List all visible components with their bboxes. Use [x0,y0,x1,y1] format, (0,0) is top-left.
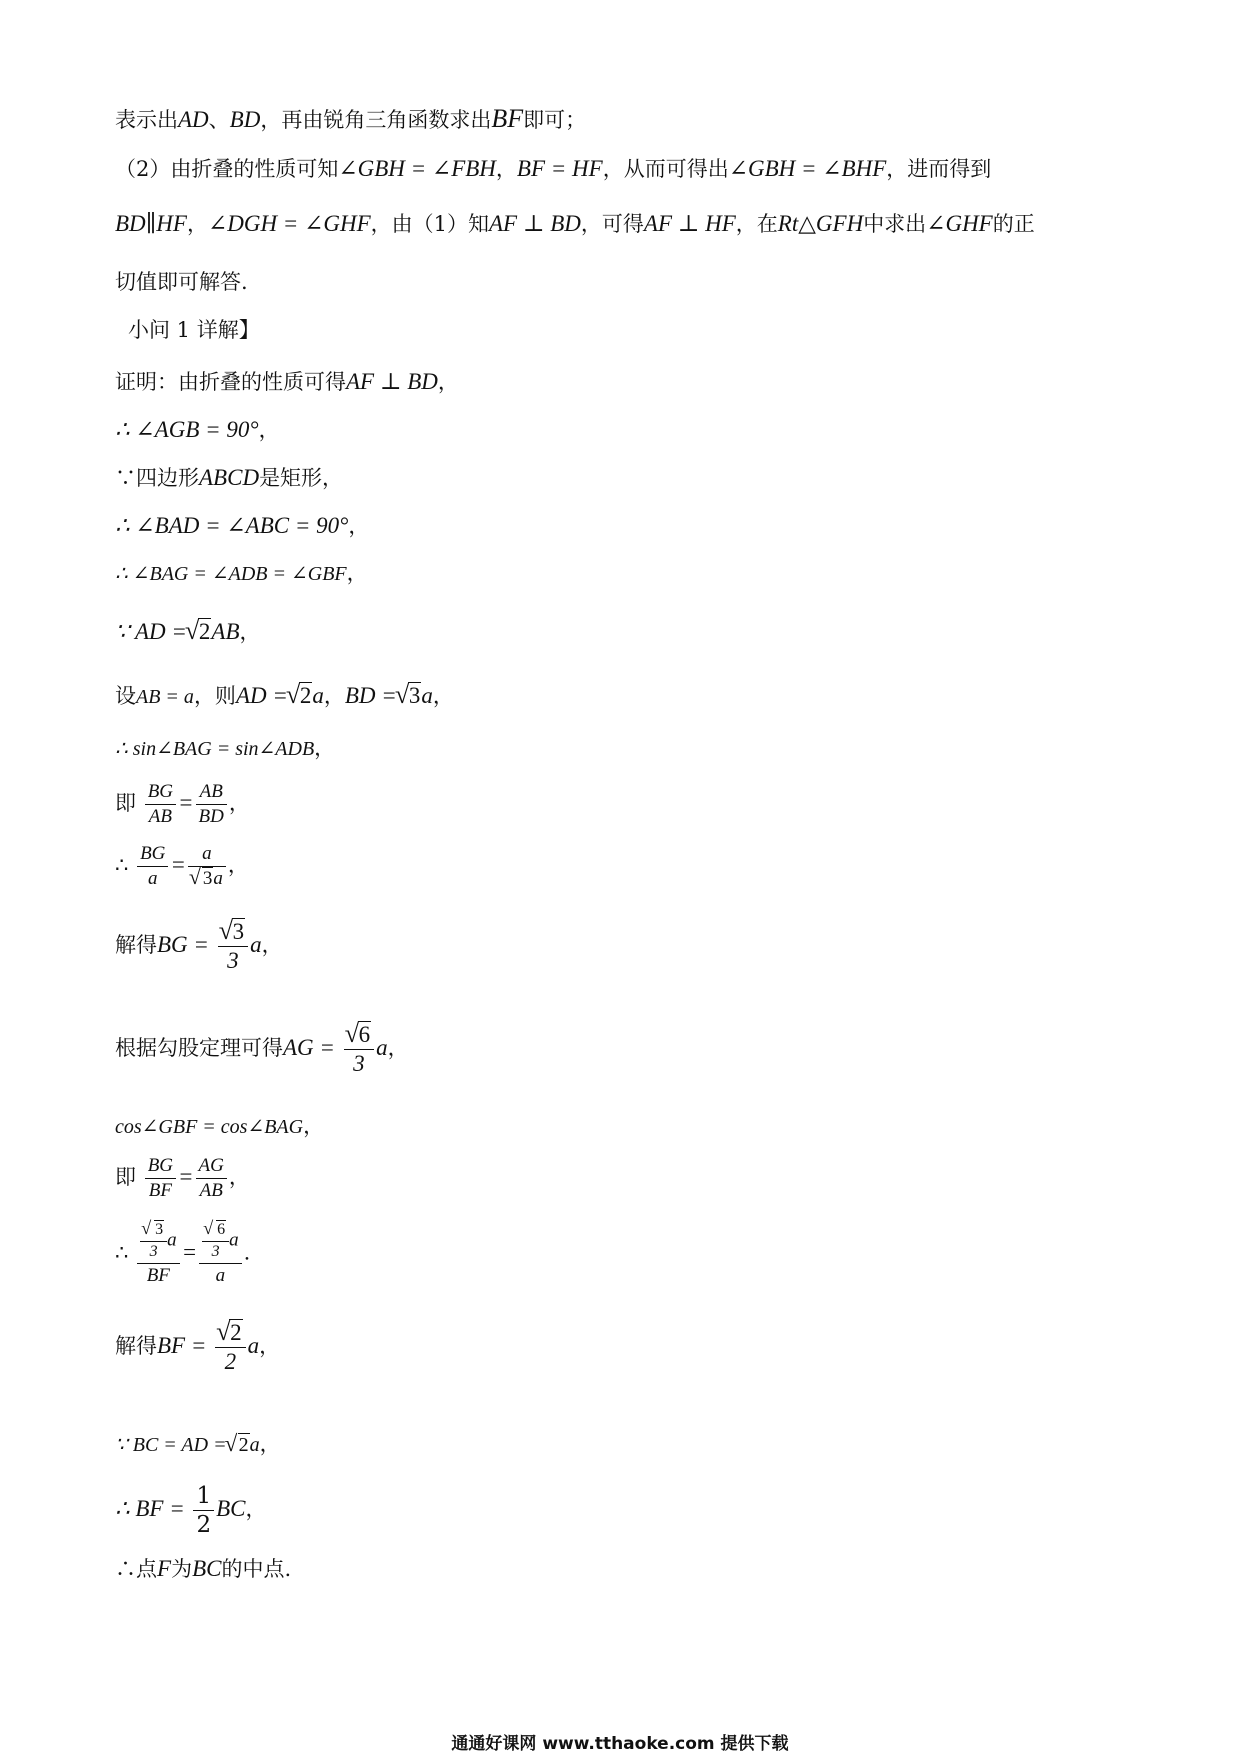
section-heading: 小问 1 详解】 [128,318,260,342]
proof-line-7: 设AB = a，则AD =√ 2a，BD =√ 3a， [115,684,454,707]
fraction: $\frac{AG}{AB}$ [196,1156,227,1201]
proof-line-17: ∵ BC = AD =√ 2a， [115,1434,281,1455]
proof-line-10: ∴ $\frac{BG}{a}$ = a √ 3a ， [115,844,249,889]
proof-line-4: ∴ ∠BAD = ∠ABC = 90°， [115,513,370,538]
fraction: $\frac{AB}{BD}$ [196,782,227,827]
fraction: $\frac{BG}{a}$ [137,844,168,889]
fraction: √ $\frac{3}{3}$ [140,1222,167,1261]
proof-line-15: ∴ √ $\frac{3}{3}$ a BF = √ $\frac{6}{3}$ a a . [115,1222,250,1286]
analysis-line-3: BD∥HF，∠DGH = ∠GHF，由（1）知AF ⊥ BD，可得AF ⊥ HF，在Rt△GFH中求出∠GHF的正 [115,211,1035,236]
compound-fraction: √ $\frac{6}{3}$ a a [199,1222,242,1286]
sqrt-2: √ 2 [227,1435,250,1455]
proof-line-6: ∵ AD =√ 2AB， [115,620,261,643]
sqrt-3: √ 3 [221,920,246,944]
fraction: √ $\frac{6}{3}$ [202,1222,229,1261]
fraction: $\frac{1}{2}$ [193,1484,214,1537]
proof-line-11: 解得BG = √ $\frac{3}{3}$ a， [115,920,283,973]
proof-line-13: cos∠GBF = cos∠BAG， [115,1114,325,1138]
sqrt-3: √ 3 [191,869,214,889]
fraction: a √ 3a [188,844,226,889]
analysis-line-1: 表示出AD、BD，再由锐角三角函数求出BF即可； [115,104,587,133]
proof-line-5: ∴ ∠BAG = ∠ADB = ∠GBF， [115,561,368,585]
sqrt-3: √ 3 [143,1222,164,1239]
fraction: $\frac{BG}{BF}$ [145,1156,176,1201]
sqrt-3: √ 3 [397,684,422,707]
proof-line-9: 即 $\frac{BG}{AB}$ = $\frac{AB}{BD}$ ， [115,781,250,827]
compound-fraction: √ $\frac{3}{3}$ a BF [137,1222,180,1286]
analysis-line-2: （2）由折叠的性质可知∠GBH = ∠FBH，BF = HF，从而可得出∠GBH = ∠BHF，进而得到 [115,156,992,181]
proof-line-2: ∴ ∠AGB = 90°， [115,417,280,442]
fraction: $\frac{BG}{AB}$ [145,782,176,827]
proof-line-8: ∴ sin∠BAG = sin∠ADB， [115,736,336,760]
proof-line-16: 解得BF = √ $\frac{2}{2}$ a， [115,1321,280,1374]
proof-line-1: 证明：由折叠的性质可得AF ⊥ BD， [115,369,459,394]
proof-line-14: 即 $\frac{BG}{BF}$ = $\frac{AG}{AB}$ ， [115,1155,250,1201]
analysis-line-4: 切值即可解答. [115,270,248,294]
sqrt-6: √ 6 [205,1222,226,1239]
proof-line-3: ∵四边形ABCD是矩形， [115,465,344,490]
sqrt-2: √ 2 [288,684,313,707]
sqrt-6: √ 6 [347,1023,372,1047]
sqrt-2: √ 2 [187,620,212,643]
proof-line-18: ∴ BF = $\frac{1}{2}$ BC， [115,1483,267,1539]
sqrt-2: √ 2 [218,1321,243,1345]
fraction: √ $\frac{2}{2}$ [215,1321,246,1374]
proof-line-19: ∴点F为BC的中点. [115,1556,292,1581]
fraction: √ $\frac{3}{3}$ [218,920,249,973]
fraction: √ $\frac{6}{3}$ [344,1023,375,1076]
footer-watermark: 通通好课网 www.tthaoke.com 提供下载 [451,1734,789,1754]
proof-line-12: 根据勾股定理可得AG = √ $\frac{6}{3}$ a， [115,1023,409,1076]
